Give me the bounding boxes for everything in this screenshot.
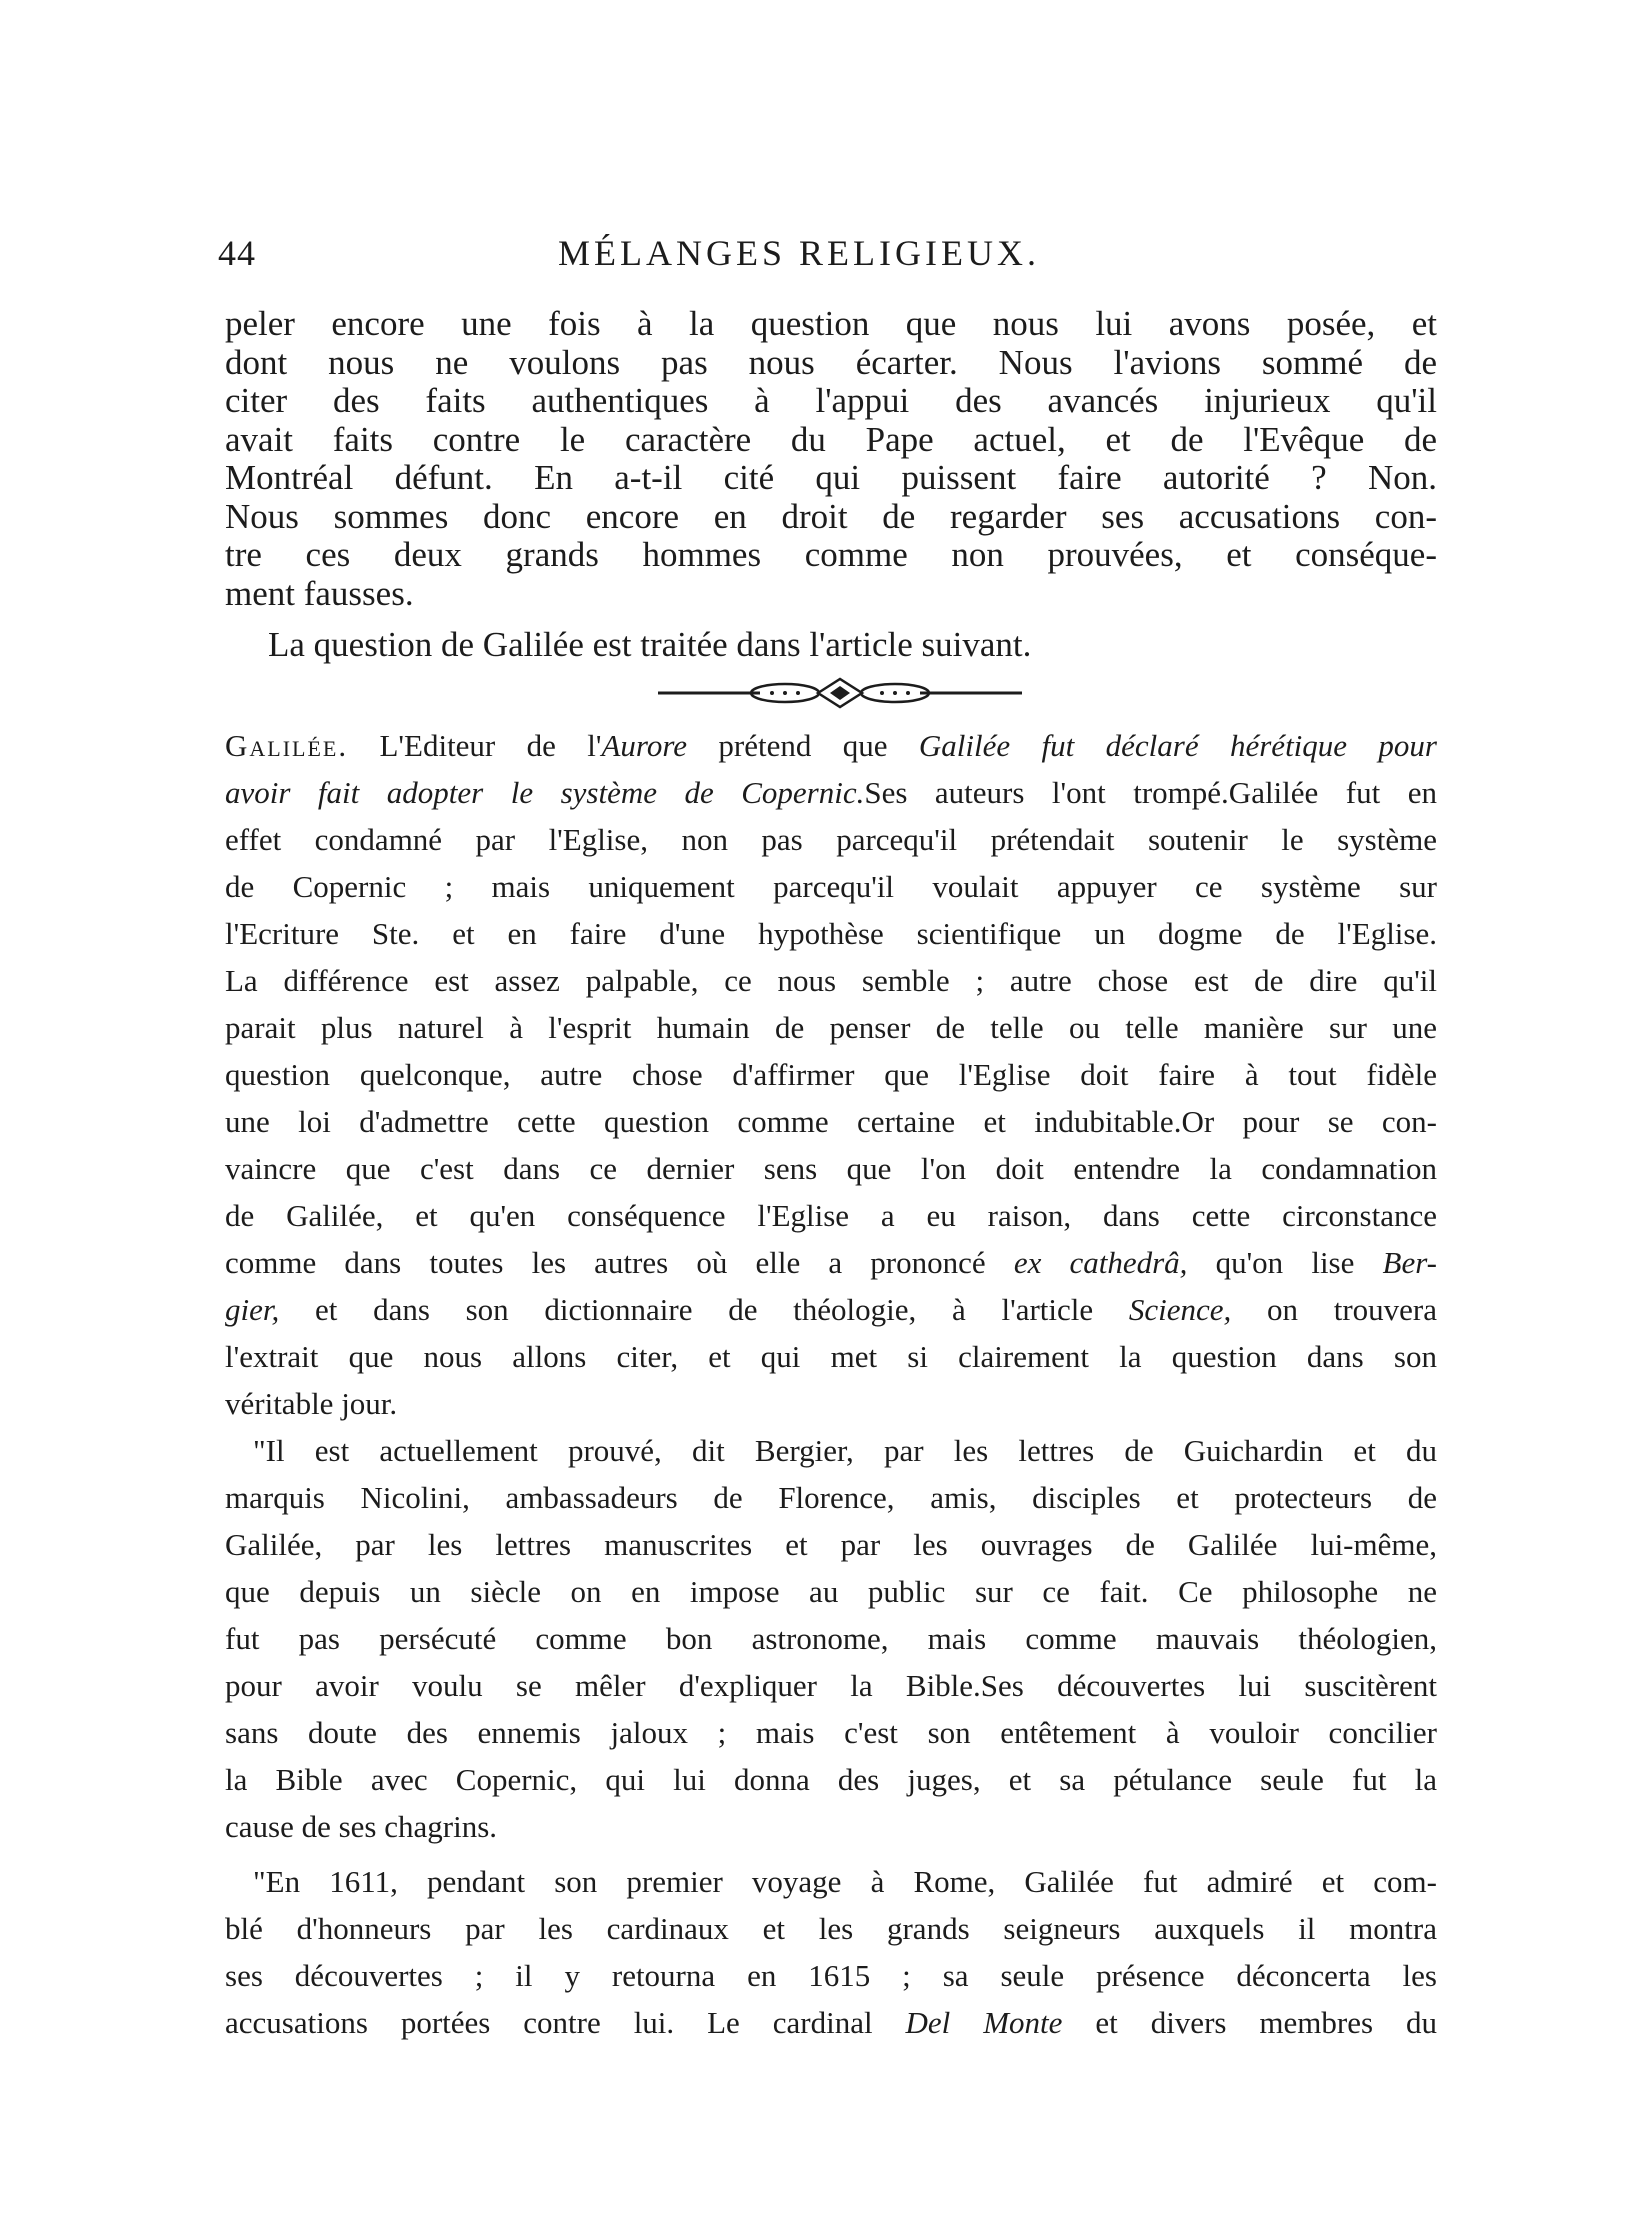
text-line: Galilée, par les lettres manuscrites et par les ouvrages de Galilée lui-même,	[225, 1527, 1437, 1562]
text-run: comme dans toutes les autres où elle a prononcé	[225, 1245, 1014, 1280]
article-heading: Galilée.	[225, 728, 349, 763]
text-line: blé d'honneurs par les cardinaux et les grands seigneurs auxquels il montra	[225, 1911, 1437, 1946]
text-line: dont nous ne voulons pas nous écarter. Nous l'avions sommé de	[225, 342, 1437, 382]
journal-title: Aurore	[601, 728, 688, 763]
text-line: Montréal défunt. En a-t-il cité qui puissent faire autorité ? Non.	[225, 458, 1437, 497]
text-line: pour avoir voulu se mêler d'expliquer la Bible.Ses découvertes lui suscitèrent	[225, 1668, 1437, 1703]
text-run: accusations portées contre lui. Le cardinal	[225, 2005, 906, 2040]
text-line: ses découvertes ; il y retourna en 1615 ; sa seule présence déconcerta les	[225, 1958, 1437, 1993]
galilee-article	[225, 722, 1437, 2046]
paragraph-gap	[225, 1850, 1437, 1858]
quoted-claim: avoir fait adopter le système de Copernic.	[225, 775, 865, 810]
text-run: qu'on lise	[1187, 1245, 1383, 1280]
text-line: marquis Nicolini, ambassadeurs de Florence, amis, disciples et protecteurs de	[225, 1480, 1437, 1515]
person-name: Del Monte	[905, 2005, 1063, 2040]
text-line: une loi d'admettre cette question comme certaine et indubitable.Or pour se con-	[225, 1104, 1437, 1139]
text-line: l'extrait que nous allons citer, et qui met si clairement la question dans son	[225, 1339, 1437, 1374]
running-head	[218, 232, 1438, 282]
text-line: parait plus naturel à l'esprit humain de penser de telle ou telle manière sur une	[225, 1010, 1437, 1045]
ornament-divider	[650, 675, 1030, 711]
text-run: et dans son dictionnaire de théologie, à l'article	[279, 1292, 1129, 1327]
quoted-claim: Galilée fut déclaré hérétique pour	[918, 728, 1437, 763]
text-line: effet condamné par l'Eglise, non pas parcequ'il prétendait soutenir le système	[225, 822, 1437, 857]
text-line: vaincre que c'est dans ce dernier sens que l'on doit entendre la condamnation	[225, 1151, 1437, 1186]
text-line: peler encore une fois à la question que nous lui avons posée, et	[225, 304, 1437, 343]
running-title: MÉLANGES RELIGIEUX.	[558, 233, 1040, 273]
text-line: "En 1611, pendant son premier voyage à Rome, Galilée fut admiré et com-	[253, 1864, 1437, 1899]
text-run: Ses auteurs l'ont trompé.Galilée fut en	[864, 775, 1437, 810]
text-line: de Copernic ; mais uniquement parcequ'il voulait appuyer ce système sur	[225, 869, 1437, 904]
latin-phrase: ex cathedrâ,	[1013, 1245, 1188, 1280]
text-line: fut pas persécuté comme bon astronome, mais comme mauvais théologien,	[225, 1621, 1437, 1656]
text-line	[225, 1999, 1437, 2046]
text-line: que depuis un siècle on en impose au public sur ce fait. Ce philosophe ne	[225, 1574, 1437, 1609]
page-number: 44	[218, 233, 256, 273]
text-line: avait faits contre le caractère du Pape actuel, et de l'Evêque de	[225, 419, 1437, 459]
author-name: Ber-	[1382, 1245, 1438, 1280]
text-line: ment fausses.	[225, 573, 414, 613]
text-line	[225, 769, 1437, 816]
text-line: de Galilée, et qu'en conséquence l'Eglise a eu raison, dans cette circonstance	[225, 1198, 1437, 1233]
text-line: "Il est actuellement prouvé, dit Bergier, par les lettres de Guichardin et du	[253, 1433, 1437, 1468]
text-line: la Bible avec Copernic, qui lui donna des juges, et sa pétulance seule fut la	[225, 1762, 1437, 1797]
text-line: La différence est assez palpable, ce nous semble ; autre chose est de dire qu'il	[225, 963, 1437, 998]
text-run: prétend que	[687, 728, 919, 763]
text-line	[225, 1239, 1437, 1286]
text-line: Nous sommes donc encore en droit de regarder ses accusations con-	[225, 496, 1437, 536]
text-line: sans doute des ennemis jaloux ; mais c'est son entêtement à vouloir concilier	[225, 1715, 1437, 1750]
article-term: Science,	[1128, 1292, 1232, 1327]
author-name: gier,	[225, 1292, 280, 1327]
text-line	[225, 722, 1437, 769]
text-line: citer des faits authentiques à l'appui des avancés injurieux qu'il	[225, 381, 1437, 420]
text-line: question quelconque, autre chose d'affirmer que l'Eglise doit faire à tout fidèle	[225, 1057, 1437, 1092]
text-run: et divers membres du	[1062, 2005, 1437, 2040]
text-run: on trouvera	[1231, 1292, 1437, 1327]
text-line: tre ces deux grands hommes comme non prouvées, et conséque-	[225, 535, 1437, 574]
text-run: L'Editeur de l'	[348, 728, 602, 763]
text-line	[225, 1286, 1437, 1333]
text-line: véritable jour.	[225, 1386, 398, 1421]
opening-paragraph	[225, 305, 1437, 613]
text-line: l'Ecriture Ste. et en faire d'une hypothèse scientifique un dogme de l'Eglise.	[225, 916, 1437, 951]
text-line: cause de ses chagrins.	[225, 1809, 498, 1844]
intro-sentence: La question de Galilée est traitée dans l'article suivant.	[268, 625, 1032, 664]
